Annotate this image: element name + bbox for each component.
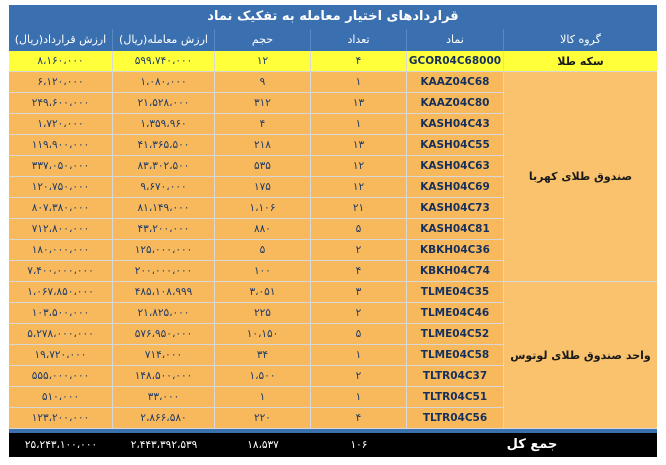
header-contract-value: ارزش قرارداد(ریال): [9, 29, 113, 51]
cell-trade-value: ۸۳،۳۰۲،۵۰۰: [113, 156, 215, 177]
cell-contract-value: ۶،۱۲۰،۰۰۰: [9, 72, 113, 93]
header-symbol: نماد: [407, 29, 504, 51]
cell-contract-value: ۱۲۳،۲۰۰،۰۰۰: [9, 408, 113, 429]
cell-symbol: TLTR04C51: [407, 387, 504, 408]
cell-trade-value: ۴۱،۳۶۵،۵۰۰: [113, 135, 215, 156]
cell-volume: ۱،۵۰۰: [215, 366, 311, 387]
cell-trade-value: ۲۱،۵۲۸،۰۰۰: [113, 93, 215, 114]
cell-trade-value: ۲۱،۸۲۵،۰۰۰: [113, 303, 215, 324]
cell-symbol: GCOR04C68000: [407, 51, 504, 72]
cell-count: ۲: [311, 240, 407, 261]
cell-volume: ۱،۱۰۶: [215, 198, 311, 219]
cell-symbol: TLME04C58: [407, 345, 504, 366]
group-cell: صندوق طلای کهربا: [504, 72, 657, 282]
cell-count: ۱: [311, 345, 407, 366]
header-count: تعداد: [311, 29, 407, 51]
cell-symbol: KASH04C69: [407, 177, 504, 198]
total-trade-value: ۲،۴۴۳،۳۹۲،۵۳۹: [113, 433, 215, 457]
cell-count: ۲: [311, 366, 407, 387]
cell-count: ۱: [311, 387, 407, 408]
cell-contract-value: ۵۱۰،۰۰۰: [9, 387, 113, 408]
cell-trade-value: ۴۸۵،۱۰۸،۹۹۹: [113, 282, 215, 303]
cell-volume: ۸۸۰: [215, 219, 311, 240]
cell-contract-value: ۵،۲۷۸،۰۰۰،۰۰۰: [9, 324, 113, 345]
cell-count: ۵: [311, 219, 407, 240]
cell-trade-value: ۱۲۵،۰۰۰،۰۰۰: [113, 240, 215, 261]
cell-trade-value: ۵۷۶،۹۵۰،۰۰۰: [113, 324, 215, 345]
cell-volume: ۱۲: [215, 51, 311, 72]
header-trade-value: ارزش معامله(ریال): [113, 29, 215, 51]
cell-contract-value: ۱۹،۷۲۰،۰۰۰: [9, 345, 113, 366]
cell-trade-value: ۲،۸۶۶،۵۸۰: [113, 408, 215, 429]
cell-symbol: KAAZ04C68: [407, 72, 504, 93]
cell-count: ۱۲: [311, 156, 407, 177]
cell-count: ۴: [311, 261, 407, 282]
cell-symbol: KASH04C55: [407, 135, 504, 156]
header-volume: حجم: [215, 29, 311, 51]
cell-count: ۱۲: [311, 177, 407, 198]
cell-count: ۲۱: [311, 198, 407, 219]
cell-trade-value: ۹،۶۷۰،۰۰۰: [113, 177, 215, 198]
cell-symbol: TLTR04C37: [407, 366, 504, 387]
cell-contract-value: ۳۳۷،۰۵۰،۰۰۰: [9, 156, 113, 177]
cell-contract-value: ۵۵۵،۰۰۰،۰۰۰: [9, 366, 113, 387]
cell-symbol: KAAZ04C80: [407, 93, 504, 114]
cell-symbol: TLME04C52: [407, 324, 504, 345]
total-label-text: جمع کل: [506, 437, 558, 452]
cell-contract-value: ۱،۷۲۰،۰۰۰: [9, 114, 113, 135]
cell-contract-value: ۸۰۷،۳۸۰،۰۰۰: [9, 198, 113, 219]
cell-symbol: TLTR04C56: [407, 408, 504, 429]
cell-count: ۳: [311, 282, 407, 303]
total-count: ۱۰۶: [311, 433, 407, 457]
cell-trade-value: ۱۴۸،۵۰۰،۰۰۰: [113, 366, 215, 387]
cell-symbol: KBKH04C74: [407, 261, 504, 282]
cell-contract-value: ۱۱۹،۹۰۰،۰۰۰: [9, 135, 113, 156]
cell-contract-value: ۲۴۹،۶۰۰،۰۰۰: [9, 93, 113, 114]
cell-volume: ۱۷۵: [215, 177, 311, 198]
cell-count: ۱: [311, 114, 407, 135]
header-group: گروه کالا: [504, 29, 657, 51]
cell-volume: ۳۴: [215, 345, 311, 366]
cell-trade-value: ۱،۳۵۹،۹۶۰: [113, 114, 215, 135]
cell-symbol: KASH04C63: [407, 156, 504, 177]
cell-count: ۴: [311, 51, 407, 72]
cell-count: ۵: [311, 324, 407, 345]
cell-volume: ۹: [215, 72, 311, 93]
cell-contract-value: ۸،۱۶۰،۰۰۰: [9, 51, 113, 72]
cell-volume: ۱۰،۱۵۰: [215, 324, 311, 345]
total-contract-value: ۲۵،۲۴۳،۱۰۰،۰۰۰: [9, 433, 113, 457]
cell-contract-value: ۱۰۳،۵۰۰،۰۰۰: [9, 303, 113, 324]
cell-symbol: TLME04C35: [407, 282, 504, 303]
cell-volume: ۲۱۸: [215, 135, 311, 156]
group-cell: واحد صندوق طلای لوتوس: [504, 282, 657, 429]
cell-symbol: TLME04C46: [407, 303, 504, 324]
cell-symbol: KASH04C73: [407, 198, 504, 219]
cell-contract-value: ۷۱۲،۸۰۰،۰۰۰: [9, 219, 113, 240]
cell-contract-value: ۷،۴۰۰،۰۰۰،۰۰۰: [9, 261, 113, 282]
cell-trade-value: ۸۱،۱۴۹،۰۰۰: [113, 198, 215, 219]
total-volume: ۱۸،۵۳۷: [215, 433, 311, 457]
cell-contract-value: ۱۲۰،۷۵۰،۰۰۰: [9, 177, 113, 198]
cell-trade-value: ۴۳،۲۰۰،۰۰۰: [113, 219, 215, 240]
cell-trade-value: ۳۳،۰۰۰: [113, 387, 215, 408]
total-label: [407, 433, 657, 457]
cell-volume: ۲۲۵: [215, 303, 311, 324]
cell-contract-value: ۱،۰۶۷،۸۵۰،۰۰۰: [9, 282, 113, 303]
cell-trade-value: ۷۱۴،۰۰۰: [113, 345, 215, 366]
cell-count: ۲: [311, 303, 407, 324]
cell-symbol: KBKH04C36: [407, 240, 504, 261]
group-cell: سکه طلا: [504, 51, 657, 72]
cell-symbol: KASH04C43: [407, 114, 504, 135]
table-title: قراردادهای اختیار معامله به تفکیک نماد: [207, 9, 459, 24]
cell-volume: ۳۱۲: [215, 93, 311, 114]
cell-volume: ۵: [215, 240, 311, 261]
cell-count: ۱: [311, 72, 407, 93]
cell-contract-value: ۱۸۰،۰۰۰،۰۰۰: [9, 240, 113, 261]
cell-volume: ۴: [215, 114, 311, 135]
cell-trade-value: ۱،۰۸۰،۰۰۰: [113, 72, 215, 93]
cell-count: ۱۳: [311, 93, 407, 114]
cell-count: ۱۳: [311, 135, 407, 156]
cell-volume: ۵۳۵: [215, 156, 311, 177]
cell-count: ۴: [311, 408, 407, 429]
cell-volume: ۱۰۰: [215, 261, 311, 282]
cell-trade-value: ۲۰۰،۰۰۰،۰۰۰: [113, 261, 215, 282]
cell-trade-value: ۵۹۹،۷۴۰،۰۰۰: [113, 51, 215, 72]
cell-volume: ۲۲۰: [215, 408, 311, 429]
cell-symbol: KASH04C81: [407, 219, 504, 240]
cell-volume: ۳،۰۵۱: [215, 282, 311, 303]
cell-volume: ۱: [215, 387, 311, 408]
options-table: [9, 5, 657, 457]
